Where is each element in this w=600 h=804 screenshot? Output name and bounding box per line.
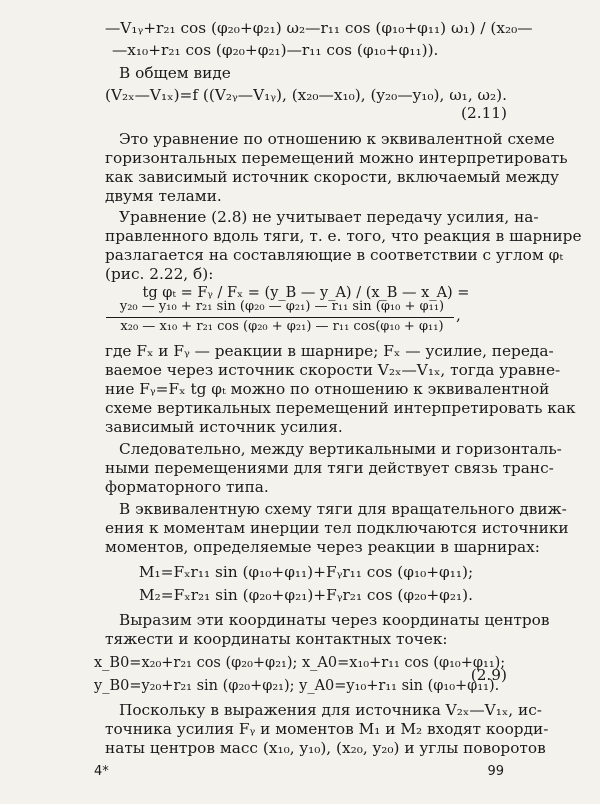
paragraph-1-line-2: горизонтальных перемещений можно интерпретировать	[105, 149, 568, 167]
paragraph-3-line-1: где Fₓ и Fᵧ — реакции в шарнире; Fₓ — усилие, переда-	[105, 342, 554, 360]
paragraph-2-line-1: Уравнение (2.8) не учитывает передачу усилия, на-	[119, 208, 539, 226]
paragraph-7-line-3: наты центров масс (x₁₀, y₁₀), (x₂₀, y₂₀) и углы поворотов	[105, 739, 546, 757]
tg-equation: tg φₜ = Fᵧ / Fₓ = (y_B — y_A) / (x_B — x_A) =	[142, 285, 470, 301]
paragraph-7-line-2: точника усилия Fᵧ и моментов M₁ и M₂ входят коорди-	[105, 720, 549, 738]
paragraph-4-line-2: ными перемещениями для тяги действует связь транс-	[105, 459, 554, 477]
paragraph-4-line-3: форматорного типа.	[105, 478, 269, 496]
paragraph-3-line-5: зависимый источник усилия.	[105, 418, 343, 436]
signature-mark: 4*	[94, 764, 109, 779]
paragraph-2-line-4: (рис. 2.22, б):	[105, 265, 214, 283]
general-form-label: В общем виде	[119, 64, 231, 82]
general-form-equation: (V₂ₓ—V₁ₓ)=f ((V₂ᵧ—V₁ᵧ), (x₂₀—x₁₀), (y₂₀—y₁₀), ω₁, ω₂).	[105, 86, 507, 104]
paragraph-7-line-1: Поскольку в выражения для источника V₂ₓ—V₁ₓ, ис-	[119, 701, 542, 719]
equation-number-2-11: (2.11)	[461, 104, 507, 122]
tg-equation-comma: ,	[456, 306, 461, 324]
paragraph-2-line-3: разлагается на составляющие в соответствии с углом φₜ	[105, 246, 564, 264]
paragraph-3-line-4: схеме вертикальных перемещений интерпретировать как	[105, 399, 576, 417]
paragraph-3-line-3: ние Fᵧ=Fₓ tg φₜ можно по отношению к эквивалентной	[105, 380, 550, 398]
moment-equation-m1: M₁=Fₓr₁₁ sin (φ₁₀+φ₁₁)+Fᵧr₁₁ cos (φ₁₀+φ₁₁);	[138, 563, 474, 581]
equation-number-2-9: (2.9)	[470, 666, 507, 684]
paragraph-2-line-2: правленного вдоль тяги, т. е. того, что реакция в шарнире	[105, 227, 582, 245]
page-number: 99	[487, 764, 504, 779]
paragraph-5-line-3: моментов, определяемые через реакции в шарнирах:	[105, 538, 540, 556]
coordinate-equation-x: x_B0=x₂₀+r₂₁ cos (φ₂₀+φ₂₁); x_A0=x₁₀+r₁₁ cos (φ₁₀+φ₁₁);	[94, 655, 506, 671]
paragraph-5-line-1: В эквивалентную схему тяги для вращательного движ-	[119, 500, 567, 518]
tg-fraction-denominator: x₂₀ — x₁₀ + r₂₁ cos (φ₂₀ + φ₂₁) — r₁₁ cos(φ₁₀ + φ₁₁)	[120, 319, 444, 334]
paragraph-3-line-2: ваемое через источник скорости V₂ₓ—V₁ₓ, тогда уравне-	[105, 361, 561, 379]
paragraph-6-line-2: тяжести и координаты контактных точек:	[105, 630, 448, 648]
coordinate-equation-y: y_B0=y₂₀+r₂₁ sin (φ₂₀+φ₂₁); y_A0=y₁₀+r₁₁ sin (φ₁₀+φ₁₁).	[94, 678, 500, 694]
paragraph-5-line-2: ения к моментам инерции тел подключаются источники	[105, 519, 569, 537]
formula-line-1: —V₁ᵧ+r₂₁ cos (φ₂₀+φ₂₁) ω₂—r₁₁ cos (φ₁₀+φ₁₁) ω₁) / (x₂₀—	[105, 19, 533, 37]
paragraph-1-line-4: двумя телами.	[105, 187, 222, 205]
paragraph-4-line-1: Следовательно, между вертикальными и горизонталь-	[119, 440, 562, 458]
moment-equation-m2: M₂=Fₓr₂₁ sin (φ₂₀+φ₂₁)+Fᵧr₂₁ cos (φ₂₀+φ₂₁).	[139, 586, 473, 604]
paragraph-6-line-1: Выразим эти координаты через координаты центров	[119, 611, 550, 629]
paragraph-1-line-3: как зависимый источник скорости, включаемый между	[105, 168, 559, 186]
tg-fraction-numerator: y₂₀ — y₁₀ + r₂₁ sin (φ₂₀ — φ₂₁) — r₁₁ sin (φ₁₀ + φ₁₁)	[119, 299, 445, 314]
formula-line-2: —x₁₀+r₂₁ cos (φ₂₀+φ₂₁)—r₁₁ cos (φ₁₀+φ₁₁)).	[112, 41, 439, 59]
paragraph-1-line-1: Это уравнение по отношению к эквивалентной схеме	[119, 130, 555, 148]
